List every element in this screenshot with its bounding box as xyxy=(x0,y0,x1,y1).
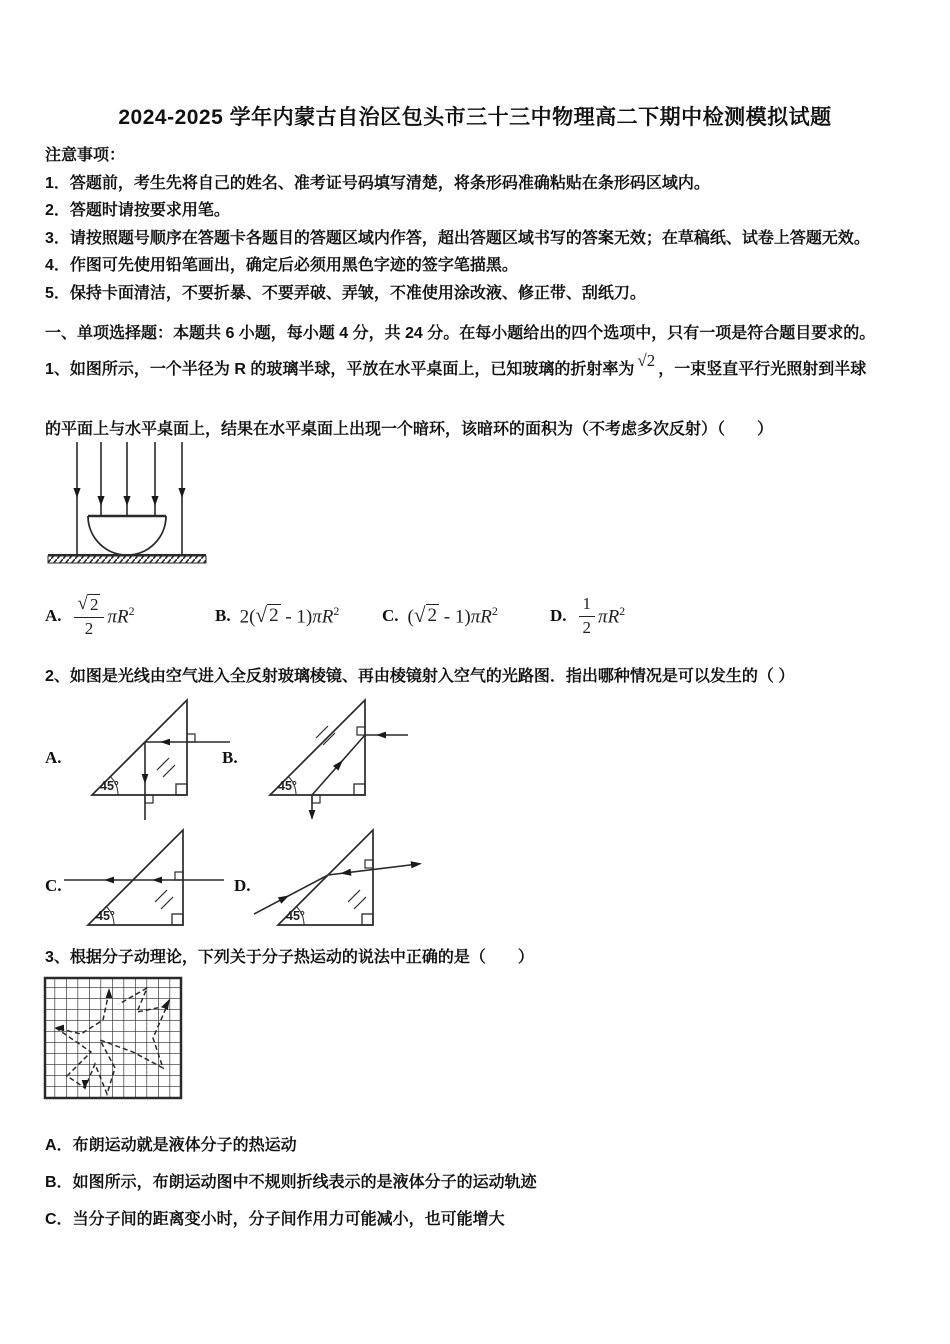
glass-hatch-marks xyxy=(316,726,335,745)
q1-text-line2: 的平面上与水平桌面上，结果在水平桌面上出现一个暗环，该暗环的面积为（不考虑多次反射）（ ） xyxy=(45,421,774,438)
q3-option-a: A．布朗运动就是液体分子的热运动 xyxy=(45,1137,297,1154)
light-rays-down xyxy=(73,442,185,555)
q1-option-b-label: B. xyxy=(215,606,231,625)
light-ray xyxy=(142,734,230,820)
q1-sqrt2-inline: √ 2 xyxy=(637,351,656,370)
grid xyxy=(45,978,181,1098)
notice-item: 3．请按照题号顺序在答题卡各题目的答题区域内作答，超出答题区域书写的答案无效；在草稿纸、试卷上答题无效。 xyxy=(45,229,870,247)
q3-text: 3、根据分子动理论，下列关于分子热运动的说法中正确的是（ ） xyxy=(45,949,534,966)
q2-figure-prism-b xyxy=(240,680,415,830)
notice-block xyxy=(45,142,925,308)
notice-item: 4．作图可先使用铅笔画出，确定后必须用黑色字迹的签字笔描黑。 xyxy=(45,257,518,275)
angle-label: 45° xyxy=(278,779,297,793)
q1-option-d-label: D. xyxy=(550,606,567,625)
q3-options xyxy=(45,1136,935,1247)
q3-figure-brownian-grid xyxy=(43,976,183,1100)
light-ray xyxy=(64,872,224,883)
q1-option-a-label: A. xyxy=(45,606,62,625)
angle-label: 45° xyxy=(96,909,115,923)
q1-option-d-pir2: $\pi R^2$ xyxy=(598,603,626,628)
angle-label: 45° xyxy=(286,909,305,923)
q1-figure-hemisphere xyxy=(45,440,210,565)
q2-figure-prism-a xyxy=(62,680,237,830)
table-surface xyxy=(48,555,206,563)
page-title: 2024-2025 学年内蒙古自治区包头市三十三中物理高二下期中检测模拟试题 xyxy=(118,106,832,129)
q1-option-c xyxy=(382,578,498,654)
q1-option-c-label: C. xyxy=(382,606,399,625)
notice-item: 1．答题前，考生先将自己的姓名、准考证号码填写清楚，将条形码准确粘贴在条形码区域内。 xyxy=(45,174,710,192)
q2-option-a-label: A. xyxy=(45,748,62,767)
notice-item: 5．保持卡面清洁，不要折暴、不要弄破、弄皱，不准使用涂改液、修正带、刮纸刀。 xyxy=(45,284,646,302)
q1-option-d xyxy=(550,578,625,654)
light-ray xyxy=(254,860,422,914)
q1-option-a xyxy=(45,578,135,654)
angle-label: 45° xyxy=(100,779,119,793)
q2-figure-prism-c xyxy=(58,810,233,945)
q1-option-a-fraction: √ 2 2 xyxy=(74,594,105,638)
q2-figure-prism-d xyxy=(248,810,428,945)
q1-option-b-formula: 2( √ 2 - $1)\pi R^2$ xyxy=(239,603,340,628)
notice-item: 2．答题时请按要求用笔。 xyxy=(45,202,230,220)
q3-option-c: C．当分子间的距离变小时，分子间作用力可能减小，也可能增大 xyxy=(45,1211,505,1228)
q1-text-part2: ，一束竖直平行光照射到半球 xyxy=(658,361,867,378)
q2-option-b-label: B. xyxy=(222,748,238,767)
glass-hatch-marks xyxy=(348,890,366,909)
q2-option-c-label: C. xyxy=(45,876,62,895)
q1-text-part1: 1、如图所示，一个半径为 R 的玻璃半球，平放在水平桌面上，已知玻璃的折射率为 xyxy=(45,361,635,378)
q1-option-d-fraction: $\frac{1}{2}$ xyxy=(579,594,596,637)
glass-hemisphere xyxy=(88,516,166,555)
q2-text: 2、如图是光线由空气进入全反射玻璃棱镜、再由棱镜射入空气的光路图．指出哪种情况是可以发生的（ ） xyxy=(45,668,795,685)
notice-heading: 注意事项： xyxy=(45,147,126,164)
glass-hatch-marks xyxy=(155,890,173,909)
section1-heading: 一、单项选择题：本题共 6 小题，每小题 4 分，共 24 分。在每小题给出的四个选项中，只有一项是符合题目要求的。 xyxy=(45,325,876,342)
glass-hatch-marks xyxy=(157,758,175,777)
q2-option-d-label: D. xyxy=(234,876,251,895)
q1-text-line1 xyxy=(45,351,935,379)
q3-option-b: B．如图所示，布朗运动图中不规则折线表示的是液体分子的运动轨迹 xyxy=(45,1174,537,1191)
q1-option-a-pir2: $\pi R^2$ xyxy=(107,603,135,628)
q1-option-c-formula: ( √ 2 - $1)\pi R^2$ xyxy=(407,603,498,628)
q1-option-b xyxy=(215,578,339,654)
